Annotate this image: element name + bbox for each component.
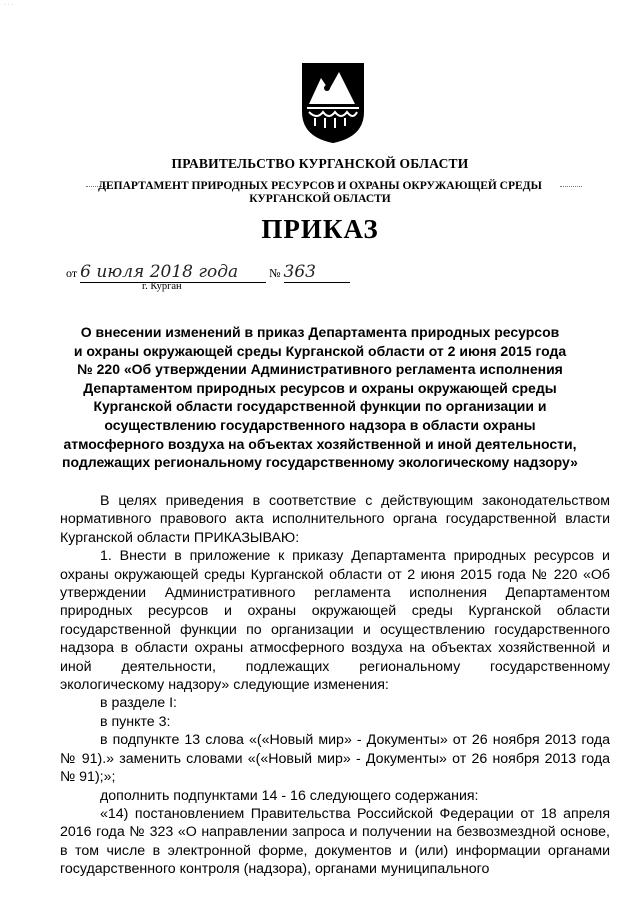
number-field [284,262,350,283]
date-number-line [66,262,350,283]
handwritten-number: 363 [283,262,316,282]
from-label: от [66,266,78,280]
title-line: О внесении изменений в приказ Департамента природных ресурсов [80,324,560,340]
department-name-line1: ДЕПАРТАМЕНТ ПРИРОДНЫХ РЕСУРСОВ И ОХРАНЫ ОКРУЖАЮЩЕЙ СРЕДЫ [98,180,542,192]
title-line: осуществлению государственного надзора в области охраны [104,416,536,433]
body-paragraph: дополнить подпунктами 14 - 16 следующего содержания: [100,787,479,804]
number-label: № [269,266,281,280]
date-field [80,262,266,283]
government-name: ПРАВИТЕЛЬСТВО КУРГАНСКОЙ ОБЛАСТИ [171,156,469,171]
handwritten-date: 6 июля 2018 года [80,262,239,282]
document-type-heading: ПРИКАЗ [261,214,379,244]
title-line: № 220 «Об утверждении Административного регламента исполнения [77,361,563,378]
body-paragraph: в пункте 3: [100,713,171,730]
body-paragraph: в разделе I: [100,695,177,712]
title-line: и охраны окружающей среды Курганской области от 2 июня 2015 года [73,342,567,359]
document-title [60,323,580,472]
body-paragraph: «14) постановлением Правительства Российской Федерации от 18 апреля 2016 года № 323 «О направлении запроса и получении на безвозмездной основе, в том числе в электронной форме, документов и (или) информации органами государственного контроля (надзора), органами муниципального [60,805,610,878]
city-label: г. Курган [142,281,182,292]
title-line: атмосферного воздуха на объектах хозяйственной и иной деятельности, [63,435,577,452]
document-body [60,492,610,879]
body-paragraph: в подпункте 13 слова «(«Новый мир» - Документы» от 26 ноября 2013 года № 91).» заменить словами «(«Новый мир» - Документы» от 26 ноября 2013 года № 91);»; [60,732,610,786]
scan-artifact: · · · [4,2,14,8]
title-line: Департаментом природных ресурсов и охраны окружающей среды [83,379,557,396]
department-name-line2: КУРГАНСКОЙ ОБЛАСТИ [249,193,391,205]
body-paragraph: В целях приведения в соответствие с действующим законодательством нормативного правового акта исполнительного органа государственной власти Курганской области ПРИКАЗЫВАЮ: [60,493,610,546]
title-line: подлежащих региональному государственному экологическому надзору» [62,454,578,471]
title-line: Курганской области государственной функции по организации и [93,398,547,415]
body-paragraph: 1. Внести в приложение к приказу Департамента природных ресурсов и охраны окружающей среды Курганской области от 2 июня 2015 года № 220 «Об утверждении Административного регламента исполнения Департаментом природных ресурсов и охраны окружающей среды Курганской области государственной функции по организации и осуществлению государственного надзора в области охраны атмосферного воздуха на объектах хозяйственной и иной деятельности, подлежащих региональному государственному экологическому надзору» следующие изменения: [60,548,610,694]
coat-of-arms-icon [297,60,369,144]
